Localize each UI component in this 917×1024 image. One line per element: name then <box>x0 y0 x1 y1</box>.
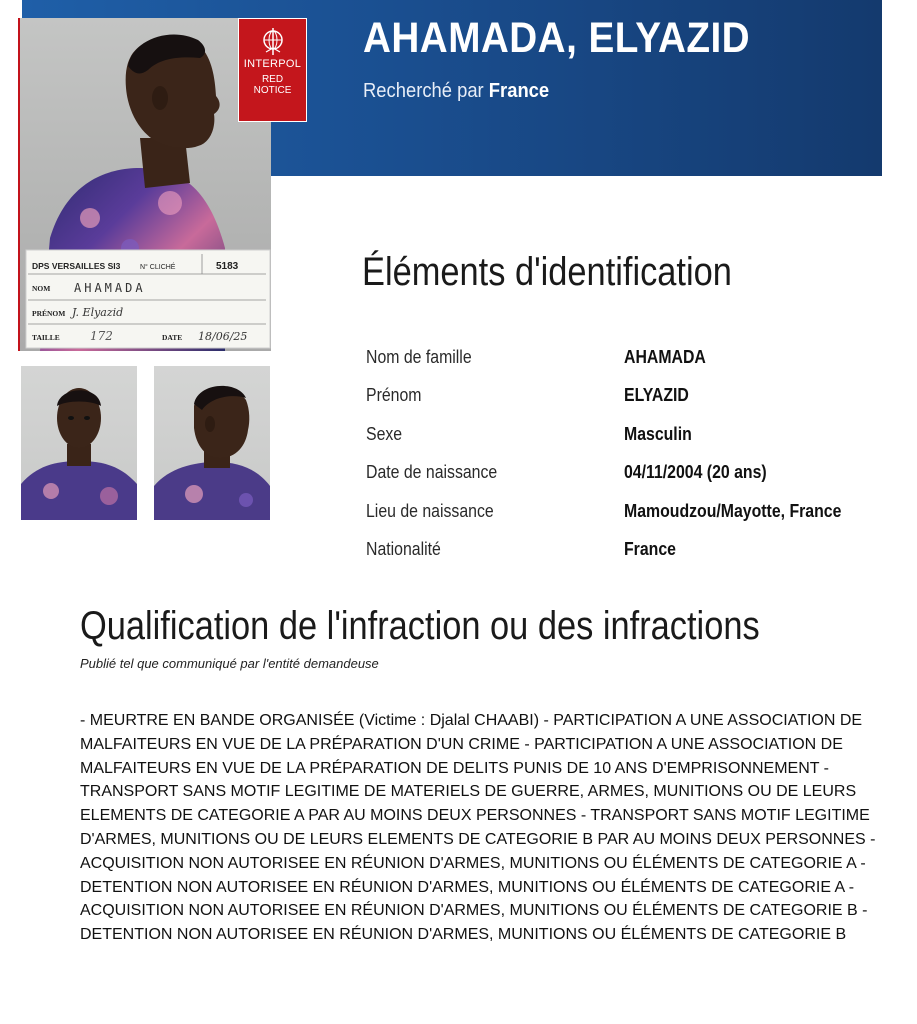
notice-organization: INTERPOL <box>243 58 302 70</box>
card-unit: DPS VERSAILLES SI3 <box>32 261 121 271</box>
identification-row-lieu-naissance <box>366 498 886 536</box>
identification-table <box>366 344 886 574</box>
identification-row-nationalite <box>366 536 886 574</box>
charges-section-title: Qualification de l'infraction ou des infractions <box>80 604 760 648</box>
identification-row-prenom <box>366 382 886 420</box>
identification-label: Nom de famille <box>366 347 472 367</box>
identification-value: France <box>624 538 676 559</box>
red-notice-badge <box>238 18 307 122</box>
charges-disclaimer: Publié tel que communiqué par l'entité demandeuse <box>80 656 379 671</box>
card-nom-label: NOM <box>32 284 51 293</box>
thumbnail-side-photo[interactable] <box>154 366 270 520</box>
front-photo-image <box>21 366 137 520</box>
main-profile-photo[interactable] <box>20 18 271 351</box>
identification-value: ELYAZID <box>624 385 689 406</box>
identification-value: AHAMADA <box>624 347 706 367</box>
card-prenom-value: J. Elyazid <box>72 306 124 319</box>
identification-value: Mamoudzou/Mayotte, France <box>624 500 842 521</box>
card-prenom-label: PRÉNOM <box>32 309 66 318</box>
card-date-value: 18/06/25 <box>198 330 248 343</box>
thumbnail-front-photo[interactable] <box>21 366 137 520</box>
card-date-label: DATE <box>162 333 183 342</box>
notice-line-2: NOTICE <box>253 85 292 96</box>
charges-text: - MEURTRE EN BANDE ORGANISÉE (Victime : Djalal CHAABI) - PARTICIPATION A UNE ASSOCIATION DE MALFAITEURS EN VUE DE LA PRÉPARATION D'UN CRIME - PARTICIPATION A UNE ASSOCIATION DE MALFAITEURS EN VUE DE LA PRÉPARATION DE DELITS PUNIS DE 10 ANS D'EMPRISONNEMENT - TRANSPORT SANS MOTIF LEGITIME DE MATERIELS DE GUERRE, ARMES, MUNITIONS OU DE LEURS ELEMENTS DE CATEGORIE A PAR AU MOINS DEUX PERSONNES - TRANSPORT SANS MOTIF LEGITIME D'ARMES, MUNITIONS OU DE LEURS ELEMENTS DE CATEGORIE B PAR AU MOINS DEUX PERSONNES - ACQUISITION NON AUTORISEE EN RÉUNION D'ARMES, MUNITIONS OU ÉLÉMENTS DE CATEGORIE A - DETENTION NON AUTORISEE EN RÉUNION D'ARMES, MUNITIONS OU ÉLÉMENTS DE CATEGORIE A - ACQUISITION NON AUTORISEE EN RÉUNION D'ARMES, MUNITIONS OU ÉLÉMENTS DE CATEGORIE B - DETENTION NON AUTORISEE EN RÉUNION D'ARMES, MUNITIONS OU ÉLÉMENTS DE CATEGORIE B <box>80 712 876 944</box>
wanted-by-line <box>363 80 549 103</box>
identification-label: Lieu de naissance <box>366 500 494 521</box>
identification-row-nom <box>366 344 886 382</box>
person-name-title: AHAMADA, ELYAZID <box>363 14 751 62</box>
identification-label: Sexe <box>366 423 403 444</box>
interpol-globe-logo-icon <box>260 28 286 56</box>
notice-type <box>238 74 307 96</box>
card-cliche-number: 5183 <box>216 261 239 272</box>
identification-label: Nationalité <box>366 538 441 559</box>
identification-section-title: Éléments d'identification <box>362 250 732 294</box>
card-taille-value: 172 <box>90 329 113 343</box>
card-cliche-label: N° CLICHÉ <box>140 264 176 271</box>
identification-label: Prénom <box>366 385 422 406</box>
identification-value: Masculin <box>624 423 692 444</box>
card-taille-label: TAILLE <box>32 333 60 342</box>
identification-row-date-naissance <box>366 459 886 497</box>
identification-row-sexe <box>366 421 886 459</box>
profile-photo-image <box>20 18 271 351</box>
notice-line-1: RED <box>261 74 284 85</box>
card-nom-value: AHAMADA <box>74 281 146 295</box>
identification-label: Date de naissance <box>366 462 498 483</box>
identification-value: 04/11/2004 (20 ans) <box>624 462 767 483</box>
wanted-by-country: France <box>488 80 550 102</box>
side-photo-image <box>154 366 270 520</box>
wanted-by-prefix: Recherché par <box>363 80 484 102</box>
